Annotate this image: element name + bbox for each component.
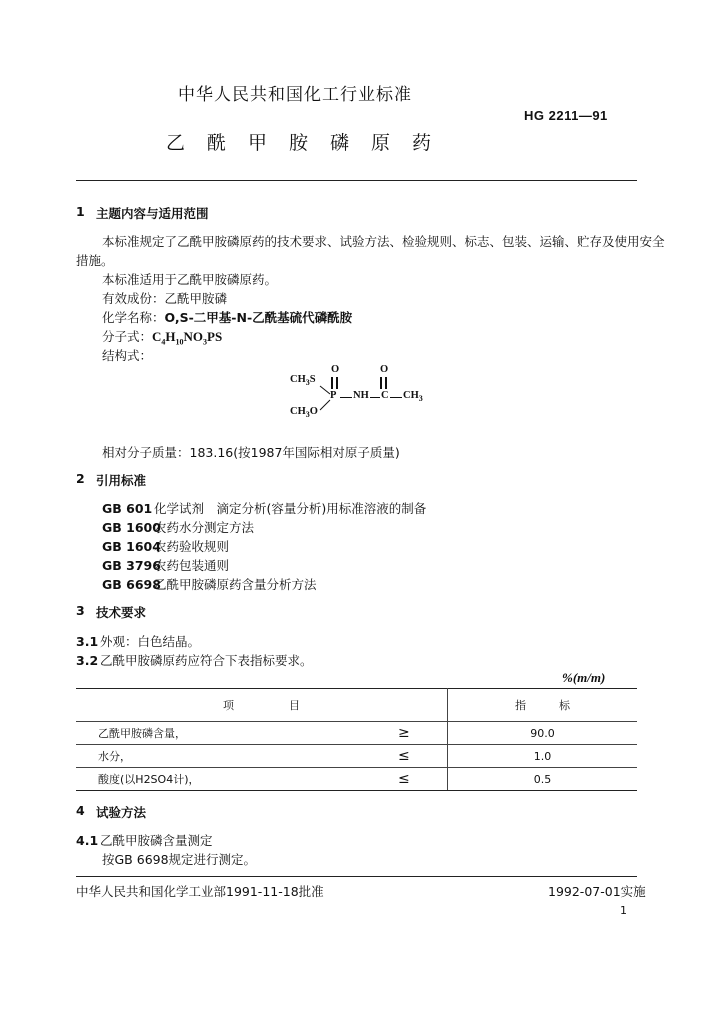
double-bond-2b <box>385 377 387 389</box>
ref-item <box>102 556 229 574</box>
standard-code: HG 2211—91 <box>524 108 608 123</box>
chemical-name-value: O,S-二甲基-N-乙酰基硫代磷酰胺 <box>164 310 353 325</box>
ref-item <box>102 575 317 593</box>
section-4-number: 4 <box>76 803 85 818</box>
ref-item <box>102 537 229 555</box>
bond-p-nh <box>340 397 352 398</box>
molecular-mass: 相对分子质量：183.16(按1987年国际相对原子质量) <box>102 445 400 460</box>
table-header-index: 指 标 <box>448 689 638 722</box>
ref-code: GB 1600 <box>102 520 161 535</box>
carbon-atom: C <box>381 390 389 401</box>
ref-title: 乙酰甲胺磷原药含量分析方法 <box>154 577 317 592</box>
section-2-heading: 引用标准 <box>96 473 147 488</box>
bond-nh-c <box>370 397 380 398</box>
oxygen-2: O <box>380 364 389 375</box>
active-ingredient: 有效成份：乙酰甲胺磷 <box>102 291 228 306</box>
document-title: 乙酰甲胺磷原药 <box>166 132 454 154</box>
ref-item <box>102 518 254 536</box>
spec-table <box>76 688 637 791</box>
table-unit: %(m/m) <box>562 670 606 685</box>
table-cell-value: 90.0 <box>448 722 638 745</box>
section-1-number: 1 <box>76 204 85 219</box>
table-cell-operator: ≥ <box>398 722 448 745</box>
section-1-para2: 本标准适用于乙酰甲胺磷原药。 <box>102 272 278 287</box>
table-row <box>76 768 637 791</box>
structure-label: 结构式： <box>102 348 153 363</box>
table-cell-item: 乙酰甲胺磷含量， <box>76 722 398 745</box>
oxygen-1: O <box>331 364 340 375</box>
bonds-to-p <box>318 384 337 414</box>
ref-title: 化学试剂 滴定分析(容量分析)用标准溶液的制备 <box>154 501 427 516</box>
ch3o-group: $CH_3O$ <box>290 406 318 420</box>
formula-label: 分子式： <box>102 329 153 344</box>
double-bond-1b <box>336 377 338 389</box>
section-1-para1-cont: 措施。 <box>76 253 114 268</box>
ch3-group: $CH_3$ <box>403 390 423 404</box>
effective-date: 1992-07-01实施 <box>548 884 646 899</box>
ch3s-group: $CH_3S$ <box>290 374 316 388</box>
item-3-1-number: 3.1 <box>76 634 99 649</box>
table-cell-operator: ≤ <box>398 745 448 768</box>
item-3-2-number: 3.2 <box>76 653 99 668</box>
table-cell-item: 水分， <box>76 745 398 768</box>
section-4-heading: 试验方法 <box>96 805 147 820</box>
ref-code: GB 1604 <box>102 539 161 554</box>
item-3-1 <box>76 632 200 650</box>
table-cell-value: 0.5 <box>448 768 638 791</box>
table-header-row <box>76 689 637 722</box>
section-3-number: 3 <box>76 603 85 618</box>
chemical-name <box>102 308 352 326</box>
ref-item <box>102 499 426 517</box>
table-row <box>76 745 637 768</box>
ref-code: GB 3796 <box>102 558 161 573</box>
table-cell-value: 1.0 <box>448 745 638 768</box>
section-1-heading: 主题内容与适用范围 <box>96 206 209 221</box>
table-row <box>76 722 637 745</box>
phosphorus-atom: P <box>330 390 337 401</box>
footer-rule <box>76 876 637 877</box>
item-4-1-body: 按GB 6698规定进行测定。 <box>102 852 257 867</box>
table-header-item: 项 目 <box>76 689 448 722</box>
table-cell-item: 酸度(以H2SO4计)， <box>76 768 398 791</box>
section-3-heading: 技术要求 <box>96 605 147 620</box>
section-1-para1: 本标准规定了乙酰甲胺磷原药的技术要求、试验方法、检验规则、标志、包装、运输、贮存及使用安全 <box>102 234 665 249</box>
table-cell-operator: ≤ <box>398 768 448 791</box>
ref-code: GB 6698 <box>102 577 161 592</box>
section-2-number: 2 <box>76 471 85 486</box>
chemical-name-label: 化学名称： <box>102 310 165 325</box>
ref-code: GB 601 <box>102 501 153 516</box>
item-4-1 <box>76 831 213 849</box>
item-3-2 <box>76 651 313 669</box>
approval-line: 中华人民共和国化学工业部1991-11-18批准 <box>76 884 324 899</box>
item-3-1-text: 外观：白色结晶。 <box>100 634 201 649</box>
item-3-2-text: 乙酰甲胺磷原药应符合下表指标要求。 <box>100 653 313 668</box>
item-4-1-text: 乙酰甲胺磷含量测定 <box>100 833 213 848</box>
page-number: 1 <box>620 904 627 917</box>
double-bond-2a <box>380 377 382 389</box>
header-rule <box>76 180 637 181</box>
molecular-formula: 分子式：$C_4H_{10}NO_3PS$ <box>102 329 223 347</box>
bond-c-ch3 <box>390 397 402 398</box>
ref-title: 农药水分测定方法 <box>154 520 255 535</box>
nh-group: NH <box>353 390 369 401</box>
ref-title: 农药包装通则 <box>154 558 230 573</box>
ref-title: 农药验收规则 <box>154 539 230 554</box>
item-4-1-number: 4.1 <box>76 833 99 848</box>
standard-title: 中华人民共和国化工行业标准 <box>178 85 412 105</box>
